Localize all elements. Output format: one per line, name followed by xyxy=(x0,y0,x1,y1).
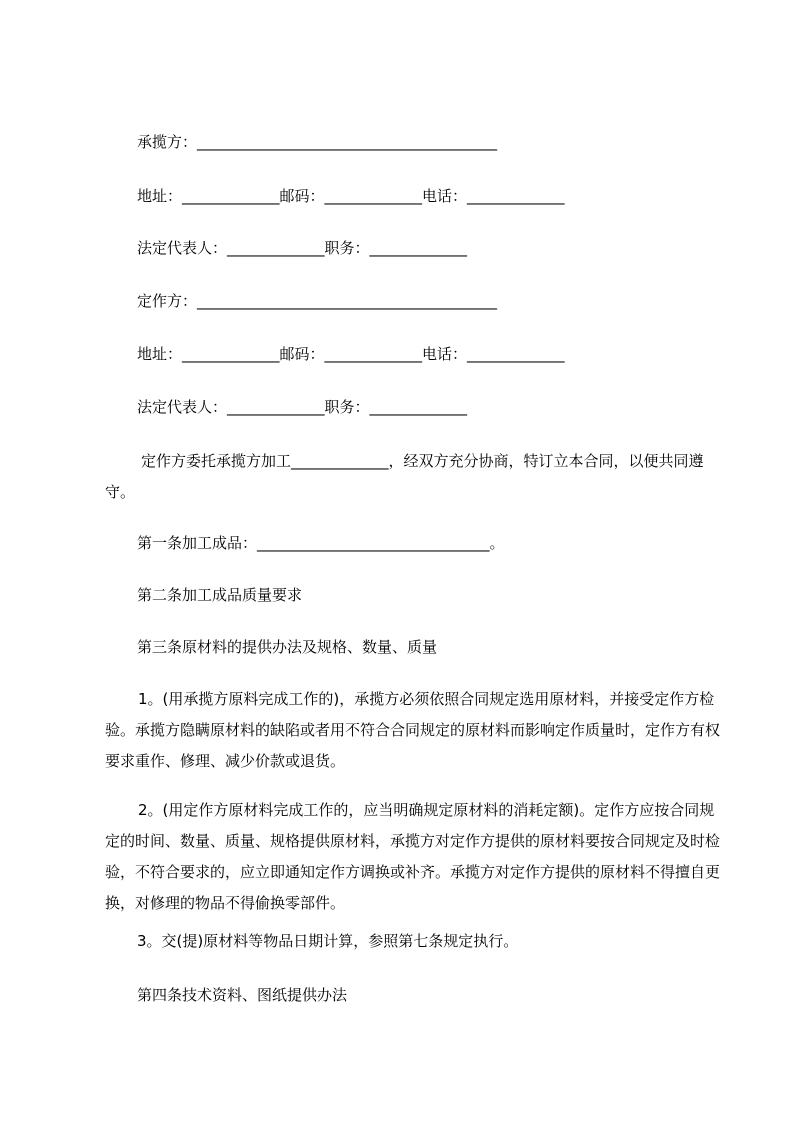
article-3-title: 第三条原材料的提供办法及规格、数量、质量 xyxy=(137,638,438,656)
client-address-line: 地址：_____________邮码：_____________电话：_____________ xyxy=(137,345,565,363)
article-3-item-2: 2。(用定作方原材料完成工作的，应当明确规定原材料的消耗定额)。定作方应按合同规定的时间、数量、质量、规格提供原材料，承揽方对定作方提供的原材料要按合同规定及时检验，不符合要求的，应立即通知定作方调换或补齐。承揽方对定作方提供的原材料不得擅自更换，对修理的物品不得偷换零部件。 xyxy=(105,801,721,912)
article-1: 第一条加工成品：_______________________________。 xyxy=(137,534,505,552)
article-3-item-1: 1。(用承揽方原料完成工作的)，承揽方必须依照合同规定选用原材料，并接受定作方检验。承揽方隐瞒原材料的缺陷或者用不符合合同规定的原材料而影响定作质量时，定作方有权要求重作、修理、减少价款或退货。 xyxy=(105,690,721,770)
article-3-item-3: 3。交(提)原材料等物品日期计算，参照第七条规定执行。 xyxy=(137,932,519,950)
contractor-address-line: 地址：_____________邮码：_____________电话：_____________ xyxy=(137,187,565,205)
client-representative-line: 法定代表人：_____________职务：_____________ xyxy=(137,398,468,416)
article-2: 第二条加工成品质量要求 xyxy=(137,586,303,604)
article-4: 第四条技术资料、图纸提供办法 xyxy=(137,986,348,1004)
contractor-name-line: 承揽方：________________________________________ xyxy=(137,133,498,151)
intro-paragraph: 定作方委托承揽方加工_____________，经双方充分协商，特订立本合同，以便共同遵守。 xyxy=(105,452,704,501)
contractor-representative-line: 法定代表人：_____________职务：_____________ xyxy=(137,239,468,257)
client-name-line: 定作方：________________________________________ xyxy=(137,292,498,310)
